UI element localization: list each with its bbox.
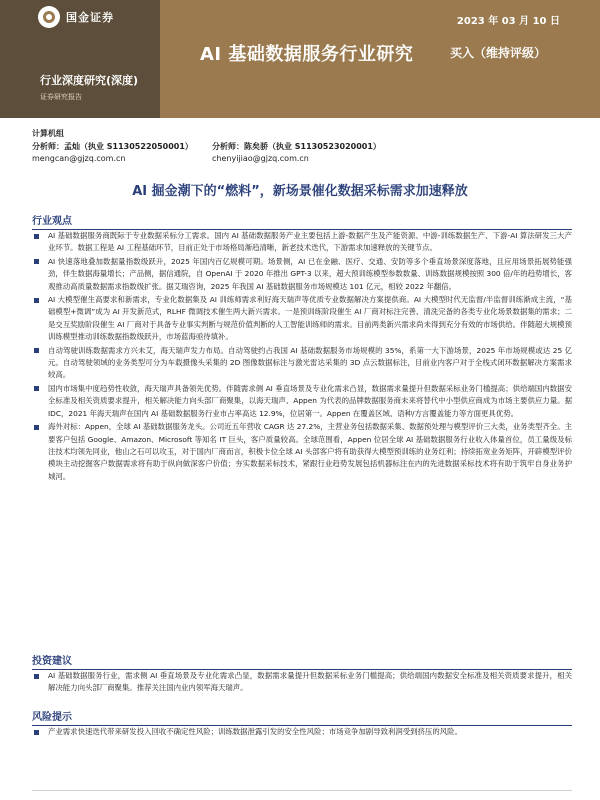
report-title: AI 基础数据服务行业研究 bbox=[200, 44, 414, 65]
report-type: 行业深度研究(深度) bbox=[40, 74, 139, 87]
report-header-band bbox=[0, 0, 600, 118]
list-item: 国内市场集中度趋势性收敛，海天瑞声具备领先优势。伴随需求侧 AI 垂直场景及专业化需求凸显，数据需求量提升但数据采标业务门槛提高；供给端国内数据安全标准及相关资质要求提升，相关解决能力向头部厂商聚集，以海天瑞声、Appen 为代表的品牌数据服务商未来将替代中小型供应商成为市场主要供应力量。据 IDC，2021 年海天瑞声在国内 AI 基础数据服务行业市占率高达 12.9%，位居第一。Appen 在覆盖区域、语种/方言覆盖能力等方面更具优势。 bbox=[32, 383, 572, 420]
report-date: 2023 年 03 月 10 日 bbox=[456, 16, 560, 27]
list-item: 自动驾驶训练数据需求方兴未艾，海天瑞声发力布局。自动驾驶约占我国 AI 基础数据服务市场规模的 35%，系第一大下游场景，2025 年市场规模或达 25 亿元。自动驾驶领域的业务类型可分为车载摄像头采集的 2D 图像数据标注与激光雷达采集的 3D 点云数据标注，目前业内客户对于全栈式闭环数据解决方案需求较高。 bbox=[32, 345, 572, 382]
risks-list bbox=[32, 726, 572, 739]
analyst-2 bbox=[212, 141, 392, 163]
list-item: 海外对标：Appen，全球 AI 基础数据服务龙头。公司近五年营收 CAGR 达 27.2%，主营业务包括数据采集、数据预处理与模型评价三大类，业务类型齐全。主要客户包括 Google、Amazon、Microsoft 等知名 IT 巨头，客户质量较高。全球范围看，Appen 位居全球 AI 基础数据服务行业收入体量首位，员工量级及标注技术均领先同业，他山之石可以攻玉，对于国内厂商而言，积极卡位全球 AI 头部客户将有助获得大模型预训练的业务红利；持续拓宽业务矩阵，开辟模型评价模块主动挖掘客户数据需求将有助于纵向做深客户价值；夯实数据采标技术，紧跟行业趋势发展包括机器标注在内的先进数据采标技术将有助于筑牢自身业务护城河。 bbox=[32, 421, 572, 483]
page-divider bbox=[32, 790, 572, 791]
analyst-email[interactable]: chenyijiao@gjzq.com.cn bbox=[212, 154, 309, 163]
brand-logo-icon bbox=[38, 6, 60, 28]
views-list bbox=[32, 230, 572, 484]
list-item: AI 基础数据服务行业，需求侧 AI 垂直场景及专业化需求凸显，数据需求量提升但数据采标业务门槛提高；供给端国内数据安全标准及相关资质要求提升，相关解决能力向头部厂商聚集。推荐关注国内业内领军海天瑞声。 bbox=[32, 670, 572, 695]
analyst-name: 分析师：孟灿（执业 S1130522050001） bbox=[32, 142, 193, 151]
section-title-risks: 风险提示 bbox=[32, 708, 572, 726]
analyst-block bbox=[32, 128, 572, 163]
report-headline: AI 掘金潮下的“燃料”，新场景催化数据采标需求加速释放 bbox=[132, 184, 468, 199]
rating-badge: 买入（维持评级） bbox=[450, 46, 547, 60]
analyst-name: 分析师：陈矣骄（执业 S1130523020001） bbox=[212, 142, 381, 151]
list-item: AI 快速落地叠加数据量指数级跃升，2025 年国内百亿规模可期。场景侧，AI 已在金融、医疗、交通、安防等多个垂直场景深度落地，且应用场景拓展势能强劲，伴生数据海量增长；产品侧，据信通院，自 OpenAI 于 2020 年推出 GPT-3 以来，超大预训练模型参数数量、训练数据规模按照 300 倍/年的趋势增长，客观推动高质量数据需求指数级扩张。据艾瑞咨询，2025 年我国 AI 基础数据服务市场规模达 101 亿元，相较 2022 年翻倍。 bbox=[32, 256, 572, 293]
analyst-1 bbox=[32, 141, 212, 163]
analyst-email[interactable]: mengcan@gjzq.com.cn bbox=[32, 154, 126, 163]
list-item: AI 基础数据服务商既际于专业数据采标分工需求。国内 AI 基础数据服务产业主要包括上游-数据产生及产能资源、中游-训练数据生产、下游-AI 算法研发三大产业环节。数据工程是 AI 工程基础环节，目前正处于市场格局渐趋清晰，新老技术迭代，下游需求加速释放的关键节点。 bbox=[32, 230, 572, 255]
investment-list bbox=[32, 670, 572, 696]
brand-logo bbox=[38, 6, 114, 28]
list-item: AI 大模型催生高要求和新需求，专业化数据集及 AI 训练师需求利好海天瑞声等优质专业数据解决方案提供商。AI 大模型时代无监督/半监督训练渐成主流，“基础模型+微调”成为 AI 开发新范式，RLHF 微调技术催生两大新兴需求。一是预训练阶段催生 AI 厂商对标注完善、清洗完备的各类专业化场景数据集的需求；二是交互奖励阶段催生 AI 厂商对于具备专业事实判断与规范价值判断的人工智能训练师的需求。目前两类新兴需求尚未得到充分有效的市场供给。伴随超大规模预训练模型推动训练数据指数级跃升，市场蓝海亟待填补。 bbox=[32, 294, 572, 344]
analyst-group: 计算机组 bbox=[32, 129, 64, 138]
list-item: 产业需求快速迭代带来研发投入回收不确定性风险；训练数据泄露引发的安全性风险；市场竞争加剧导致利润受到挤压的风险。 bbox=[32, 726, 572, 738]
report-subtype: 证券研究报告 bbox=[40, 93, 82, 101]
section-title-investment: 投资建议 bbox=[32, 652, 572, 670]
brand-name: 国金证券 bbox=[66, 11, 114, 24]
section-title-views: 行业观点 bbox=[32, 212, 572, 230]
